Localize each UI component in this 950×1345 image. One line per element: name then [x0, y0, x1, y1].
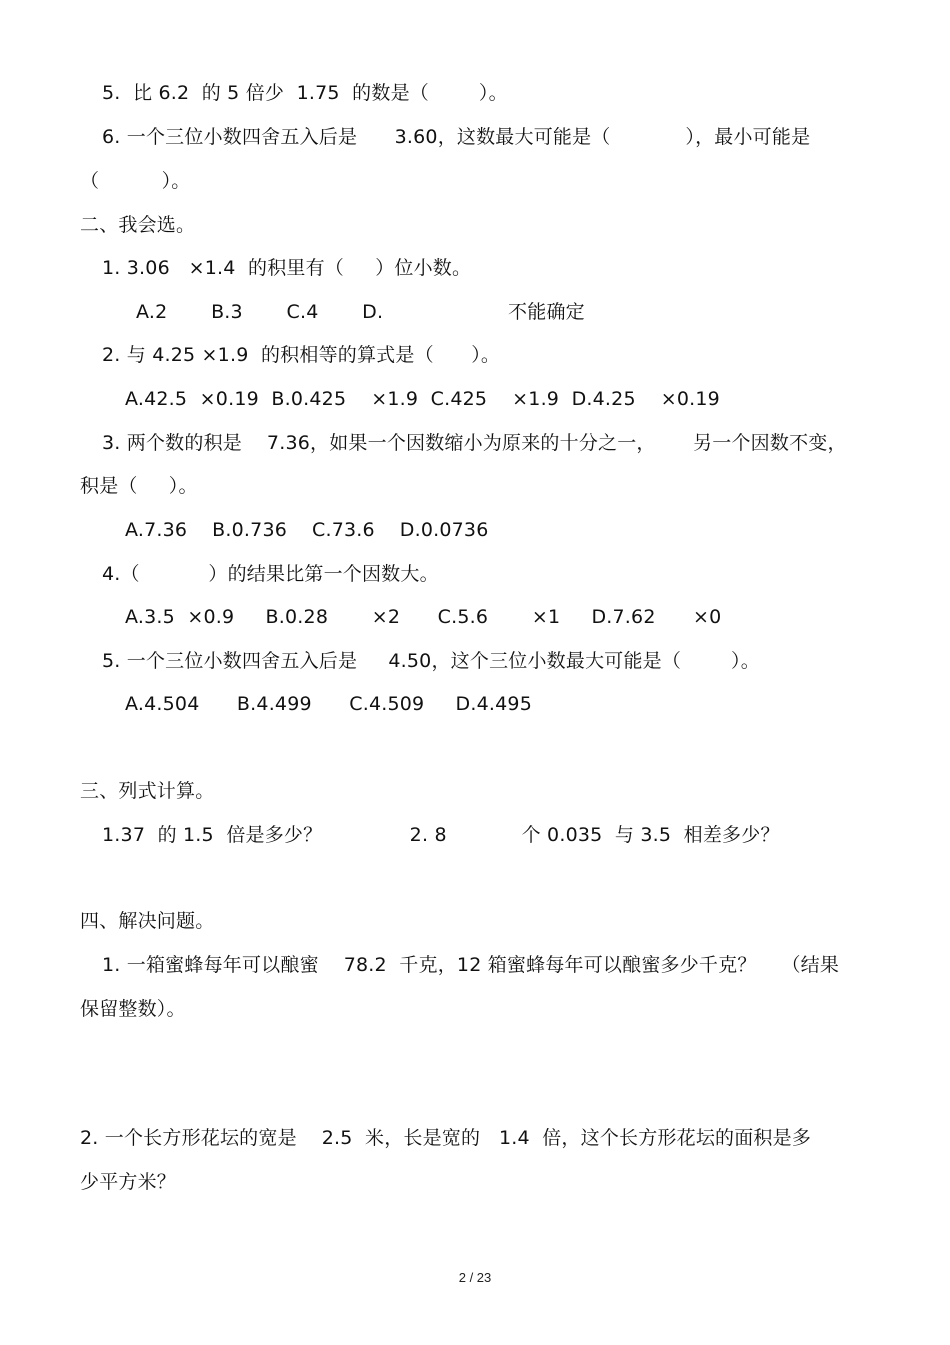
choice-question-5-options: A.4.504 B.4.499 C.4.509 D.4.495	[125, 693, 532, 715]
section-heading-choice: 二、我会选。	[80, 214, 196, 236]
choice-question-3-continued: 积是（ ）。	[80, 475, 198, 497]
calculation-questions: 1.37 的 1.5 倍是多少？ 2. 8 个 0.035 与 3.5 相差多少？	[102, 824, 780, 846]
choice-question-4: 4.（ ）的结果比第一个因数大。	[102, 563, 439, 585]
problem-1: 1. 一箱蜜蜂每年可以酿蜜 78.2 千克，12 箱蜜蜂每年可以酿蜜多少千克？ （结果	[102, 954, 840, 976]
choice-question-5: 5. 一个三位小数四舍五入后是 4.50，这个三位小数最大可能是（ ）。	[102, 650, 760, 672]
choice-question-1-options: A.2 B.3 C.4 D. 不能确定	[136, 301, 585, 323]
fill-question-6: 6. 一个三位小数四舍五入后是 3.60，这数最大可能是（ ），最小可能是	[102, 126, 811, 148]
choice-question-4-options: A.3.5 ×0.9 B.0.28 ×2 C.5.6 ×1 D.7.62 ×0	[125, 606, 722, 628]
fill-question-6-continued: （ ）。	[80, 170, 191, 192]
page-number: 2 / 23	[458, 1270, 492, 1285]
choice-question-3: 3. 两个数的积是 7.36，如果一个因数缩小为原来的十分之一， 另一个因数不变，	[102, 432, 847, 454]
choice-question-2-options: A.42.5 ×0.19 B.0.425 ×1.9 C.425 ×1.9 D.4.25 ×0.19	[125, 388, 720, 410]
choice-question-1: 1. 3.06 ×1.4 的积里有（ ）位小数。	[102, 257, 472, 279]
choice-question-2: 2. 与 4.25 ×1.9 的积相等的算式是（ ）。	[102, 344, 501, 366]
fill-question-5: 5. 比 6.2 的 5 倍少 1.75 的数是（ ）。	[102, 82, 508, 104]
problem-1-continued: 保留整数）。	[80, 998, 186, 1020]
problem-2: 2. 一个长方形花坛的宽是 2.5 米，长是宽的 1.4 倍，这个长方形花坛的面积是多	[80, 1127, 812, 1149]
section-heading-calculation: 三、列式计算。	[80, 780, 215, 802]
problem-2-continued: 少平方米？	[80, 1171, 177, 1193]
section-heading-problems: 四、解决问题。	[80, 910, 215, 932]
choice-question-3-options: A.7.36 B.0.736 C.73.6 D.0.0736	[125, 519, 489, 541]
